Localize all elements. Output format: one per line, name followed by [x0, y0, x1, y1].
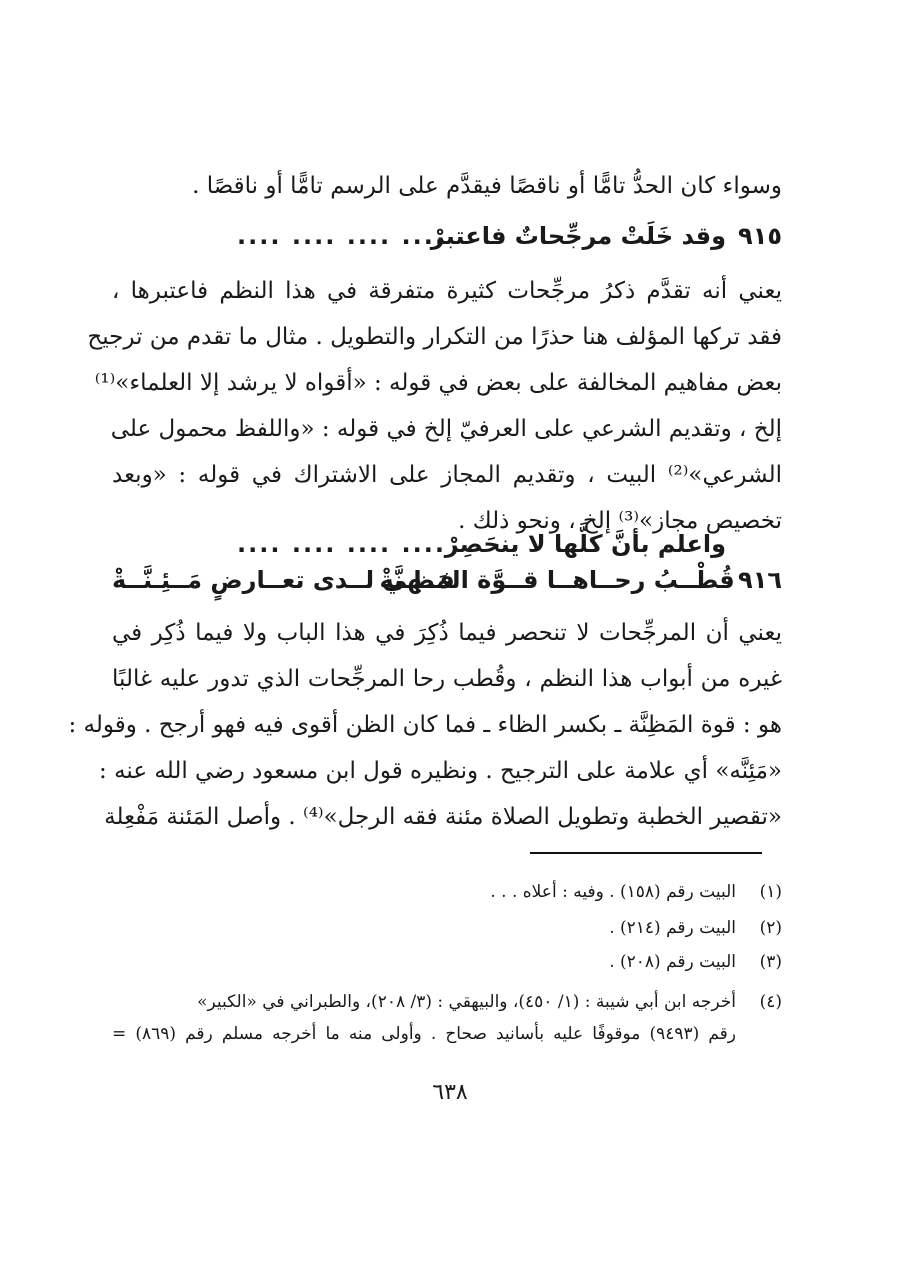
paragraph-line: غيره من أبواب هذا النظم ، وقُطب رحا المرجِّحات الذي تدور عليه غالبًا: [112, 666, 782, 692]
footnote-divider: [530, 852, 762, 854]
paragraph-line: يعني أن المرجِّحات لا تنحصر فيما ذُكِرَ في هذا الباب ولا فيما ذُكِر في: [112, 620, 782, 646]
verse-number: ٩١٥: [738, 222, 782, 250]
verse-first-hemistich: وقد خَلَتْ مرجِّحاتٌ فاعتبرْ: [430, 222, 726, 250]
paragraph-line: «تقصير الخطبة وتطويل الصلاة مئنة فقه الرجل»⁽⁴⁾ . وأصل المَئنة مَفْعِلة: [104, 804, 782, 830]
footnote: [112, 986, 782, 1018]
footnote: [112, 946, 782, 978]
verse-916-first: [112, 524, 782, 564]
verse-915: [112, 216, 782, 256]
paragraph-line: «مَئِنَّه» أي علامة على الترجيح . ونظيره قول ابن مسعود رضي الله عنه :: [99, 758, 782, 784]
paragraph-line: إلخ ، وتقديم الشرعي على العرفيّ إلخ في قوله : «واللفظ محمول على: [110, 416, 782, 442]
page-number: ٦٣٨: [432, 1080, 468, 1105]
verse-hemistich-b: فــهي لــدى تعــارضٍ مَــئِـنَّــةْ: [112, 566, 455, 594]
footnote: [112, 912, 782, 944]
footnote-text: البيت رقم (٢٠٨) .: [609, 952, 736, 972]
footnote-number: (٤): [759, 992, 782, 1012]
footnote-number: (٢): [759, 918, 782, 938]
footnote-continuation: رقم (٩٤٩٣) موقوفًا عليه بأسانيد صحاح . وأولى منه ما أخرجه مسلم رقم (٨٦٩) =: [112, 1024, 737, 1044]
footnote-number: (١): [759, 882, 782, 902]
intro-line: وسواء كان الحدُّ تامًّا أو ناقصًا فيقدَّم على الرسم تامًّا أو ناقصًا .: [192, 173, 782, 199]
verse-omitted-hemistich: .... .... .... ....: [237, 222, 446, 250]
verse-hemistich-a: قُطْــبُ رحــاهــا قــوَّة المَظِـنَّةْ: [379, 566, 735, 594]
paragraph-line: يعني أنه تقدَّم ذكرُ مرجِّحات كثيرة متفرقة في هذا النظم فاعتبرها ،: [112, 278, 782, 304]
footnote-text: البيت رقم (٢١٤) .: [609, 918, 736, 938]
verse-916-second: [112, 560, 782, 600]
paragraph-line: هو : قوة المَظِنَّة ـ بكسر الظاء ـ فما كان الظن أقوى فيه فهو أرجح . وقوله :: [68, 712, 782, 738]
verse-number: ٩١٦: [738, 566, 782, 594]
paragraph-line: فقد تركها المؤلف هنا حذرًا من التكرار والتطويل . مثال ما تقدم من ترجيح: [87, 324, 782, 350]
verse-first-hemistich: واعلم بأنَّ كلَّها لا ينحَصِرْ: [444, 530, 726, 558]
verse-omitted-hemistich: .... .... .... ....: [237, 530, 446, 558]
paragraph-line: بعض مفاهيم المخالفة على بعض في قوله : «أقواه لا يرشد إلا العلماء»⁽¹⁾: [94, 370, 782, 396]
footnote-number: (٣): [759, 952, 782, 972]
footnote: [112, 876, 782, 908]
paragraph-line: الشرعي»⁽²⁾ البيت ، وتقديم المجاز على الاشتراك في قوله : «وبعد: [112, 462, 782, 488]
paragraph-line: تخصيص مجاز»⁽³⁾ إلخ ، ونحو ذلك .: [458, 508, 782, 534]
footnote-text: أخرجه ابن أبي شيبة : (١/ ٤٥٠)، والبيهقي : (٣/ ٢٠٨)، والطبراني في «الكبير»: [197, 992, 736, 1012]
footnote-text: البيت رقم (١٥٨) . وفيه : أعلاه . . .: [490, 882, 736, 902]
